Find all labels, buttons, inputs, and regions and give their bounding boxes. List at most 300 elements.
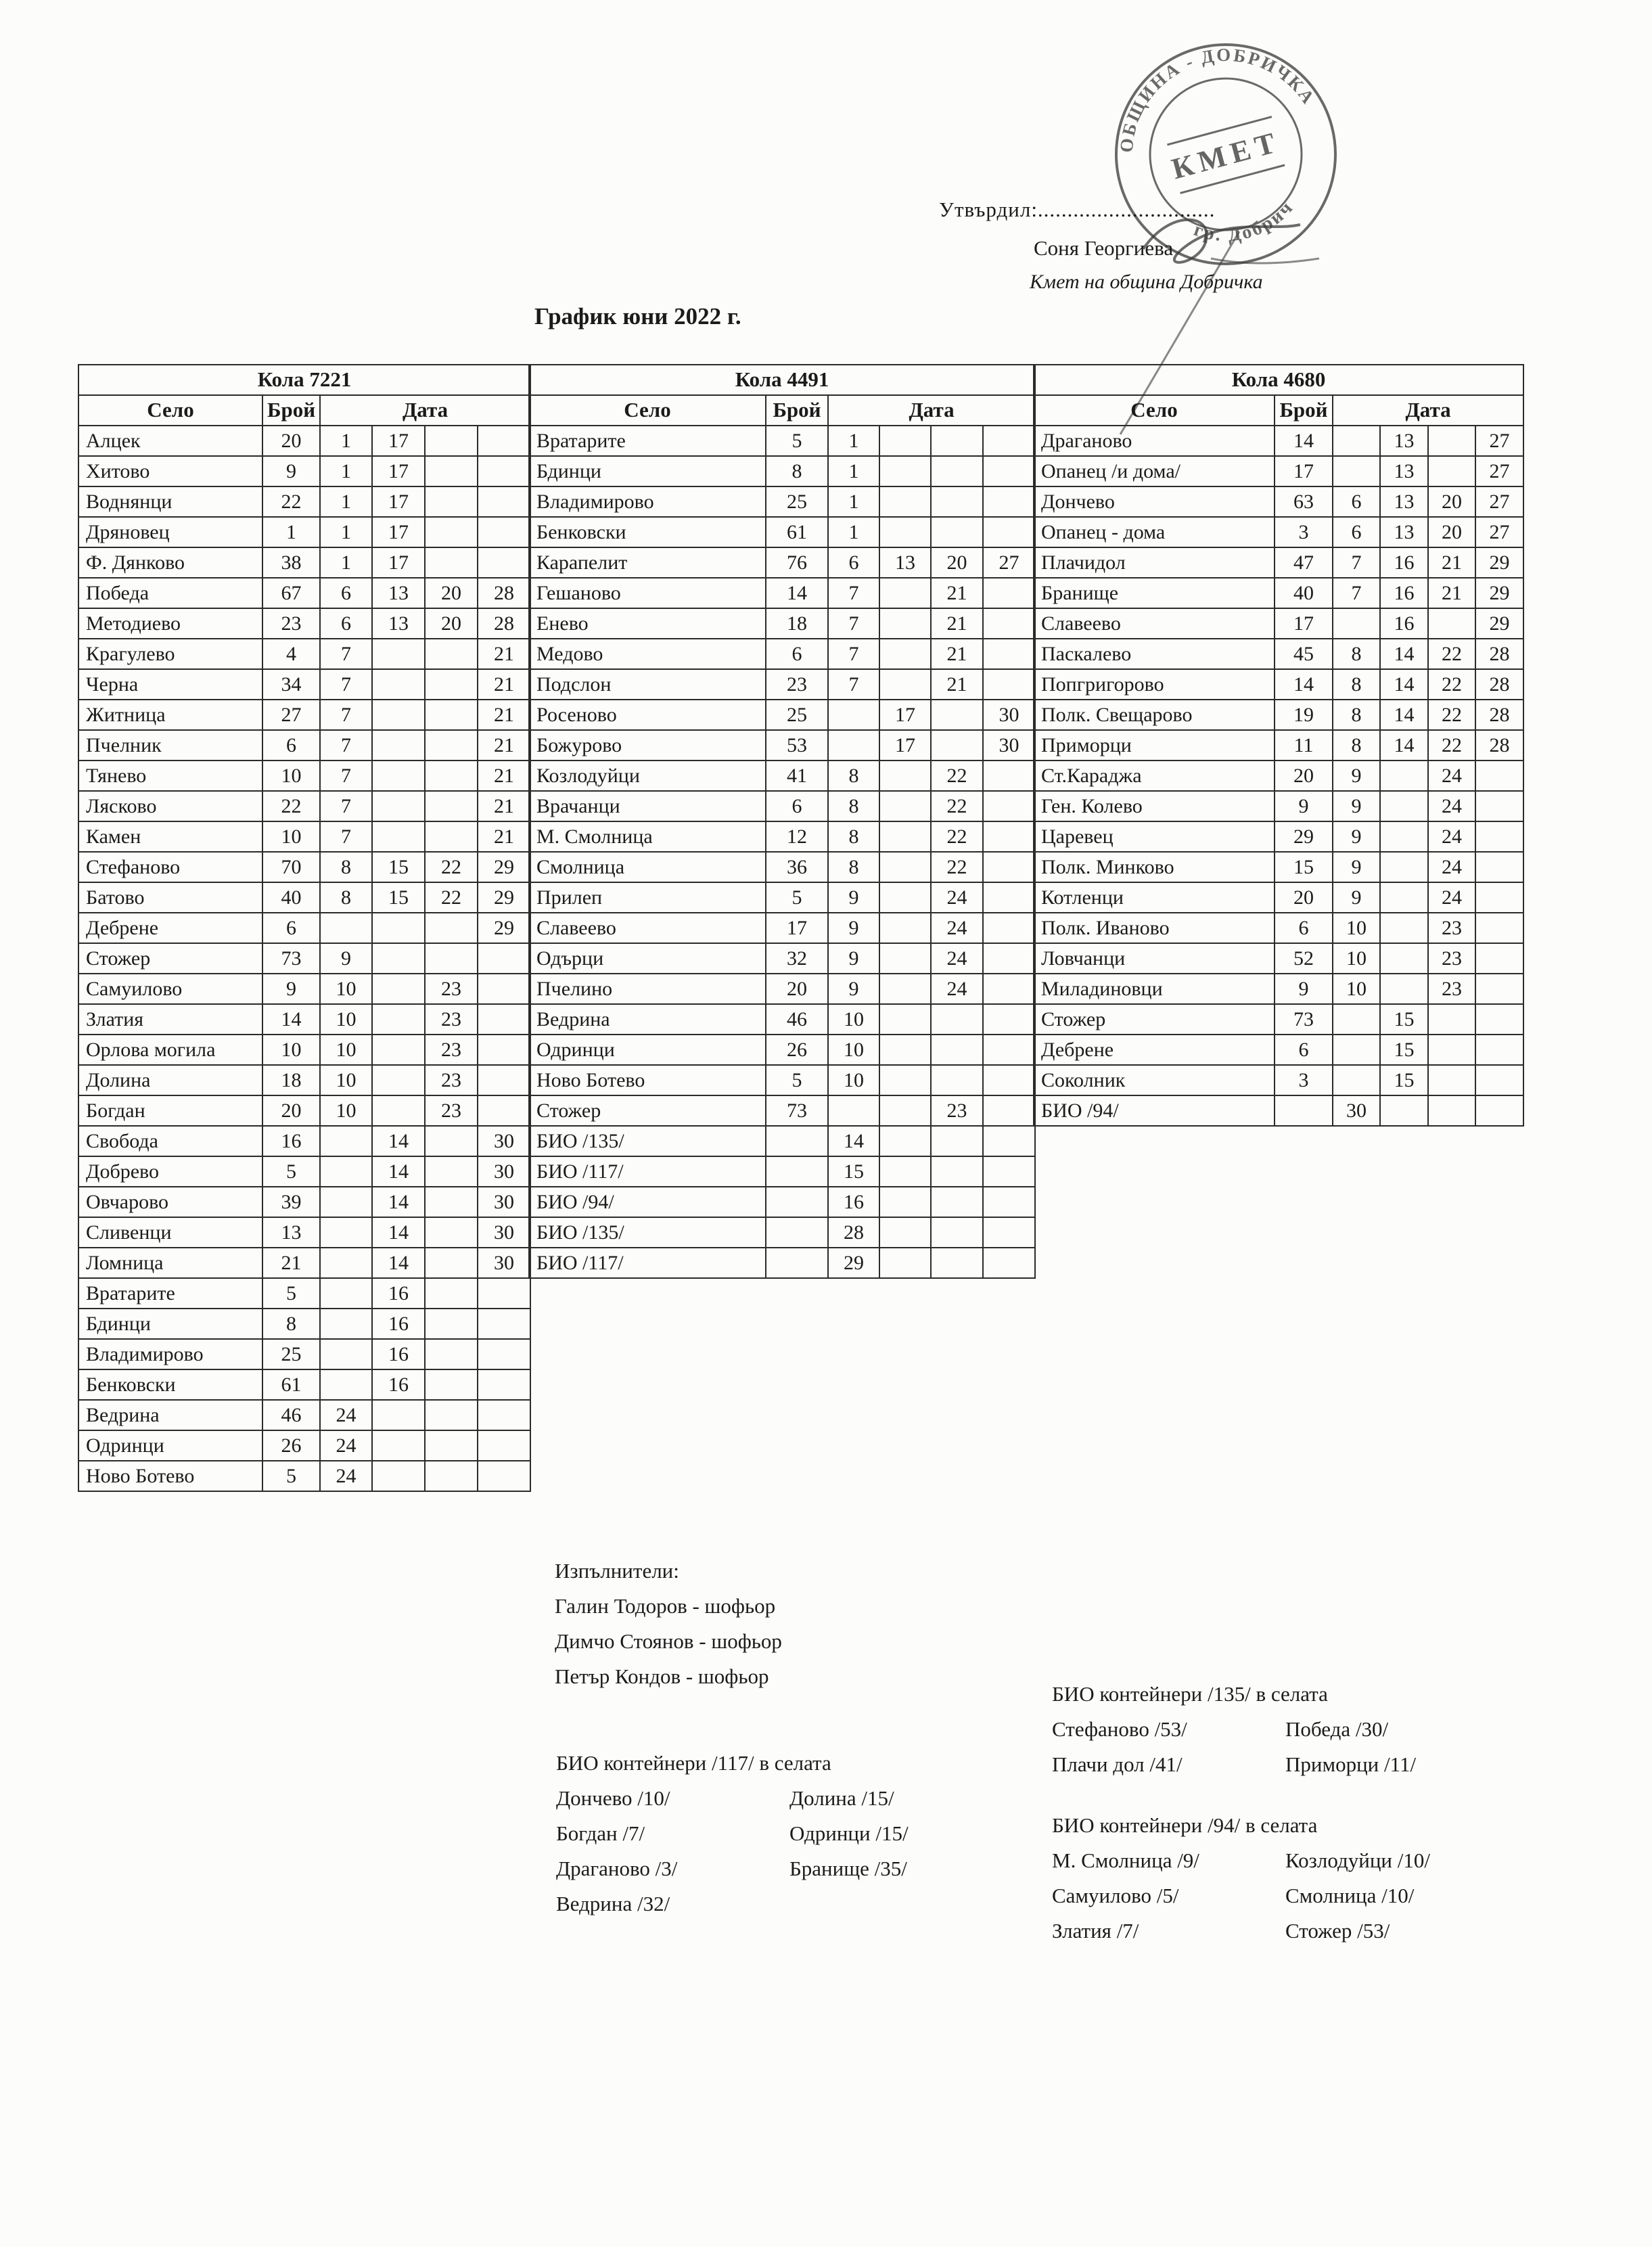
- bio-entry: Бранище /35/: [789, 1857, 907, 1880]
- col-header-date: Дата: [320, 395, 530, 426]
- count-cell: 20: [262, 426, 320, 456]
- bio-135-block: [1052, 1677, 1519, 1782]
- date-cell: 8: [828, 761, 879, 791]
- date-cell: 9: [828, 882, 879, 913]
- date-cell: [879, 517, 931, 547]
- village-cell: Воднянци: [78, 486, 262, 517]
- date-cell: 1: [320, 486, 372, 517]
- table-row: [1034, 486, 1523, 517]
- table-row: [78, 730, 530, 761]
- bio-entry: Стожер /53/: [1285, 1919, 1390, 1943]
- table-row: [78, 1004, 530, 1035]
- table-row: [529, 974, 1035, 1004]
- date-cell: 16: [1380, 547, 1428, 578]
- date-cell: 8: [828, 791, 879, 821]
- date-cell: 23: [1428, 974, 1475, 1004]
- bio-94-title: БИО контейнери /94/ в селата: [1052, 1813, 1318, 1837]
- count-cell: 14: [1275, 669, 1333, 700]
- village-cell: Камен: [78, 821, 262, 852]
- col-header-village: Село: [78, 395, 262, 426]
- count-cell: 8: [766, 456, 828, 486]
- date-cell: [425, 1248, 478, 1278]
- village-cell: Подслон: [529, 669, 766, 700]
- bio-row: [556, 1781, 1023, 1816]
- village-cell: Пчелино: [529, 974, 766, 1004]
- count-cell: [1275, 1095, 1333, 1126]
- village-cell: Крагулево: [78, 639, 262, 669]
- date-cell: [1380, 1095, 1428, 1126]
- date-cell: 9: [1333, 852, 1380, 882]
- count-cell: 6: [766, 639, 828, 669]
- bio-entry: Победа /30/: [1285, 1717, 1389, 1741]
- table-row: [529, 639, 1035, 669]
- date-cell: [879, 1187, 931, 1217]
- count-cell: [766, 1126, 828, 1156]
- col-header-date: Дата: [1333, 395, 1523, 426]
- date-cell: 28: [478, 608, 530, 639]
- count-cell: 18: [766, 608, 828, 639]
- date-cell: 24: [1428, 882, 1475, 913]
- date-cell: 21: [478, 761, 530, 791]
- date-cell: [425, 913, 478, 943]
- table-kola-4680: [1033, 364, 1523, 1127]
- date-cell: [1428, 1065, 1475, 1095]
- date-cell: 23: [425, 1095, 478, 1126]
- bio-entry: Плачи дол /41/: [1052, 1752, 1183, 1776]
- date-cell: [1428, 456, 1475, 486]
- date-cell: [478, 1309, 530, 1339]
- count-cell: 6: [1275, 1035, 1333, 1065]
- date-cell: 13: [372, 578, 425, 608]
- village-cell: Орлова могила: [78, 1035, 262, 1065]
- village-cell: Одърци: [529, 943, 766, 974]
- date-cell: [983, 821, 1035, 852]
- date-cell: 24: [931, 974, 983, 1004]
- date-cell: 14: [372, 1156, 425, 1187]
- count-cell: 61: [262, 1369, 320, 1400]
- date-cell: [1380, 761, 1428, 791]
- date-cell: [983, 1156, 1035, 1187]
- date-cell: [372, 669, 425, 700]
- date-cell: [425, 791, 478, 821]
- page-title: График юни 2022 г.: [534, 303, 741, 330]
- date-cell: 15: [1380, 1065, 1428, 1095]
- date-cell: 21: [931, 639, 983, 669]
- village-cell: Сливенци: [78, 1217, 262, 1248]
- date-cell: [478, 1035, 530, 1065]
- date-cell: 17: [372, 517, 425, 547]
- count-cell: 11: [1275, 730, 1333, 761]
- col-header-count: Брой: [766, 395, 828, 426]
- table-row: [1034, 639, 1523, 669]
- table-row: [529, 1065, 1035, 1095]
- village-cell: Одринци: [529, 1035, 766, 1065]
- village-cell: Пчелник: [78, 730, 262, 761]
- table-row: [78, 761, 530, 791]
- bio-entry: Ведрина /32/: [556, 1892, 670, 1915]
- date-cell: 9: [828, 974, 879, 1004]
- date-cell: 14: [372, 1248, 425, 1278]
- date-cell: [1380, 821, 1428, 852]
- bio-row: [556, 1886, 1023, 1922]
- date-cell: [931, 1065, 983, 1095]
- table-row: [1034, 669, 1523, 700]
- table-row: [78, 791, 530, 821]
- date-cell: 29: [1475, 608, 1523, 639]
- date-cell: [320, 1248, 372, 1278]
- table-row: [1034, 761, 1523, 791]
- date-cell: 29: [478, 913, 530, 943]
- date-cell: [931, 1035, 983, 1065]
- date-cell: 21: [478, 821, 530, 852]
- date-cell: [320, 1278, 372, 1309]
- date-cell: 13: [879, 547, 931, 578]
- village-cell: Златия: [78, 1004, 262, 1035]
- date-cell: [931, 1156, 983, 1187]
- table-row: [78, 578, 530, 608]
- date-cell: 21: [478, 700, 530, 730]
- date-cell: 24: [320, 1400, 372, 1430]
- count-cell: 14: [262, 1004, 320, 1035]
- stamp-ring-top-text: ОБЩИНА - ДОБРИЧКА: [1116, 44, 1320, 154]
- table-row: [78, 547, 530, 578]
- table-row: [78, 700, 530, 730]
- date-cell: [425, 1126, 478, 1156]
- date-cell: [478, 1065, 530, 1095]
- date-cell: 22: [1428, 730, 1475, 761]
- count-cell: 20: [766, 974, 828, 1004]
- bio-entry: Одринци /15/: [789, 1821, 909, 1845]
- stamp-ring-bottom-text: гр. Добрич: [1191, 196, 1298, 246]
- table-row: [529, 1187, 1035, 1217]
- date-cell: 21: [478, 639, 530, 669]
- village-cell: Ст.Караджа: [1034, 761, 1275, 791]
- village-cell: Ф. Дянково: [78, 547, 262, 578]
- bio-entry: Драганово /3/: [556, 1857, 678, 1880]
- date-cell: [478, 517, 530, 547]
- village-cell: Полк. Минково: [1034, 852, 1275, 882]
- date-cell: 10: [828, 1065, 879, 1095]
- date-cell: 27: [1475, 517, 1523, 547]
- village-cell: Миладиновци: [1034, 974, 1275, 1004]
- village-cell: Козлодуйци: [529, 761, 766, 791]
- table-row: [1034, 1065, 1523, 1095]
- date-cell: [1475, 943, 1523, 974]
- village-cell: Ломница: [78, 1248, 262, 1278]
- count-cell: 29: [1275, 821, 1333, 852]
- approver-name: Соня Георгиева: [1034, 236, 1174, 260]
- village-cell: Добрево: [78, 1156, 262, 1187]
- village-cell: Тянево: [78, 761, 262, 791]
- table-row: [529, 882, 1035, 913]
- date-cell: [425, 1369, 478, 1400]
- date-cell: 28: [1475, 639, 1523, 669]
- village-cell: Медово: [529, 639, 766, 669]
- village-cell: БИО /94/: [1034, 1095, 1275, 1126]
- date-cell: [983, 1065, 1035, 1095]
- village-cell: Стефаново: [78, 852, 262, 882]
- col-header-count: Брой: [1275, 395, 1333, 426]
- date-cell: 7: [828, 578, 879, 608]
- table-row: [78, 974, 530, 1004]
- village-cell: Житница: [78, 700, 262, 730]
- table-row: [78, 1278, 530, 1309]
- date-cell: [983, 943, 1035, 974]
- date-cell: 7: [320, 730, 372, 761]
- date-cell: [372, 761, 425, 791]
- village-cell: Опанец - дома: [1034, 517, 1275, 547]
- count-cell: 63: [1275, 486, 1333, 517]
- village-cell: Врачанци: [529, 791, 766, 821]
- count-cell: 14: [1275, 426, 1333, 456]
- date-cell: 28: [828, 1217, 879, 1248]
- village-cell: Хитово: [78, 456, 262, 486]
- date-cell: [879, 852, 931, 882]
- approval-label: Утвърдил:..............................: [939, 198, 1216, 221]
- table-row: [78, 1461, 530, 1491]
- text-line: Димчо Стоянов - шофьор: [555, 1629, 782, 1653]
- count-cell: 21: [262, 1248, 320, 1278]
- date-cell: [931, 1217, 983, 1248]
- date-cell: 8: [320, 852, 372, 882]
- village-cell: Славеево: [1034, 608, 1275, 639]
- bio-entry: Дончево /10/: [556, 1786, 670, 1810]
- date-cell: [372, 1095, 425, 1126]
- date-cell: 14: [1380, 639, 1428, 669]
- date-cell: [425, 486, 478, 517]
- village-cell: Гешаново: [529, 578, 766, 608]
- count-cell: [766, 1187, 828, 1217]
- date-cell: 8: [1333, 700, 1380, 730]
- count-cell: 67: [262, 578, 320, 608]
- date-cell: 22: [1428, 639, 1475, 669]
- date-cell: 14: [372, 1126, 425, 1156]
- count-cell: 25: [766, 700, 828, 730]
- count-cell: 46: [766, 1004, 828, 1035]
- date-cell: 1: [828, 426, 879, 456]
- date-cell: [1380, 974, 1428, 1004]
- date-cell: [1475, 1035, 1523, 1065]
- count-cell: 19: [1275, 700, 1333, 730]
- date-cell: [372, 1004, 425, 1035]
- table-row: [529, 943, 1035, 974]
- table-row: [529, 821, 1035, 852]
- date-cell: [1333, 608, 1380, 639]
- date-cell: 23: [1428, 943, 1475, 974]
- date-cell: 30: [983, 730, 1035, 761]
- table-title: Кола 4491: [529, 365, 1035, 395]
- bio-117-block: [556, 1746, 1023, 1922]
- count-cell: 47: [1275, 547, 1333, 578]
- count-cell: 16: [262, 1126, 320, 1156]
- date-cell: [931, 486, 983, 517]
- village-cell: Дряновец: [78, 517, 262, 547]
- date-cell: 14: [372, 1217, 425, 1248]
- date-cell: 1: [828, 456, 879, 486]
- date-cell: 7: [1333, 578, 1380, 608]
- date-cell: [931, 426, 983, 456]
- date-cell: [983, 791, 1035, 821]
- date-cell: 16: [372, 1309, 425, 1339]
- executors-title: Изпълнители:: [555, 1559, 679, 1583]
- count-cell: 32: [766, 943, 828, 974]
- village-cell: Драганово: [1034, 426, 1275, 456]
- stamp-center-text: КМЕТ: [1168, 124, 1285, 186]
- date-cell: [879, 1217, 931, 1248]
- date-cell: 23: [425, 1004, 478, 1035]
- table-row: [529, 1248, 1035, 1278]
- date-cell: 7: [320, 791, 372, 821]
- date-cell: [425, 1217, 478, 1248]
- count-cell: 15: [1275, 852, 1333, 882]
- date-cell: 24: [931, 913, 983, 943]
- date-cell: [931, 1004, 983, 1035]
- date-cell: [425, 1278, 478, 1309]
- village-cell: Свобода: [78, 1126, 262, 1156]
- date-cell: [1475, 882, 1523, 913]
- bio-117-list: [556, 1781, 1023, 1922]
- count-cell: 10: [262, 761, 320, 791]
- date-cell: 1: [320, 456, 372, 486]
- date-cell: 9: [1333, 761, 1380, 791]
- date-cell: 20: [425, 608, 478, 639]
- table-row: [78, 1065, 530, 1095]
- count-cell: 8: [262, 1309, 320, 1339]
- count-cell: 45: [1275, 639, 1333, 669]
- date-cell: [478, 974, 530, 1004]
- table-row: [78, 1369, 530, 1400]
- date-cell: [1380, 913, 1428, 943]
- date-cell: [372, 1065, 425, 1095]
- table-row: [78, 852, 530, 882]
- count-cell: 61: [766, 517, 828, 547]
- date-cell: 15: [1380, 1004, 1428, 1035]
- date-cell: 10: [1333, 943, 1380, 974]
- date-cell: [931, 456, 983, 486]
- date-cell: [425, 1339, 478, 1369]
- date-cell: 20: [1428, 486, 1475, 517]
- village-cell: БИО /135/: [529, 1217, 766, 1248]
- date-cell: 24: [320, 1430, 372, 1461]
- date-cell: [879, 639, 931, 669]
- date-cell: [425, 1309, 478, 1339]
- village-cell: Дебрене: [1034, 1035, 1275, 1065]
- village-cell: Стожер: [78, 943, 262, 974]
- count-cell: 9: [262, 974, 320, 1004]
- count-cell: 22: [262, 791, 320, 821]
- date-cell: [983, 974, 1035, 1004]
- date-cell: 7: [828, 669, 879, 700]
- date-cell: 22: [931, 761, 983, 791]
- date-cell: 22: [931, 852, 983, 882]
- count-cell: 26: [766, 1035, 828, 1065]
- table-row: [529, 700, 1035, 730]
- date-cell: [1428, 1004, 1475, 1035]
- table-row: [529, 791, 1035, 821]
- date-cell: 1: [320, 547, 372, 578]
- date-cell: [478, 547, 530, 578]
- date-cell: [983, 1217, 1035, 1248]
- date-cell: [372, 1400, 425, 1430]
- date-cell: 24: [931, 882, 983, 913]
- date-cell: [879, 1035, 931, 1065]
- village-cell: Овчарово: [78, 1187, 262, 1217]
- text-line: Петър Кондов - шофьор: [555, 1664, 769, 1688]
- date-cell: [983, 852, 1035, 882]
- date-cell: 10: [1333, 974, 1380, 1004]
- bio-135-list: [1052, 1712, 1519, 1782]
- date-cell: [1333, 426, 1380, 456]
- table-row: [78, 1095, 530, 1126]
- date-cell: [879, 913, 931, 943]
- village-cell: Стожер: [1034, 1004, 1275, 1035]
- table-row: [1034, 700, 1523, 730]
- date-cell: [931, 700, 983, 730]
- date-cell: [828, 730, 879, 761]
- date-cell: 16: [828, 1187, 879, 1217]
- date-cell: [1428, 1095, 1475, 1126]
- bio-entry: Долина /15/: [789, 1786, 894, 1810]
- date-cell: 6: [828, 547, 879, 578]
- date-cell: [478, 1400, 530, 1430]
- count-cell: 27: [262, 700, 320, 730]
- date-cell: 28: [1475, 730, 1523, 761]
- date-cell: 21: [1428, 578, 1475, 608]
- date-cell: [879, 486, 931, 517]
- table-row: [78, 943, 530, 974]
- village-cell: Ген. Колево: [1034, 791, 1275, 821]
- table-row: [1034, 730, 1523, 761]
- date-cell: [372, 700, 425, 730]
- date-cell: [478, 486, 530, 517]
- date-cell: 22: [931, 821, 983, 852]
- date-cell: 17: [372, 547, 425, 578]
- date-cell: [879, 456, 931, 486]
- date-cell: 21: [1428, 547, 1475, 578]
- count-cell: 52: [1275, 943, 1333, 974]
- table-row: [529, 608, 1035, 639]
- date-cell: 21: [478, 669, 530, 700]
- date-cell: [372, 1035, 425, 1065]
- village-cell: Смолница: [529, 852, 766, 882]
- date-cell: [478, 456, 530, 486]
- date-cell: [983, 913, 1035, 943]
- date-cell: [931, 1248, 983, 1278]
- date-cell: [478, 943, 530, 974]
- table-row: [78, 1430, 530, 1461]
- count-cell: 5: [262, 1461, 320, 1491]
- count-cell: 26: [262, 1430, 320, 1461]
- date-cell: 13: [1380, 486, 1428, 517]
- village-cell: Вратарите: [78, 1278, 262, 1309]
- date-cell: 27: [1475, 426, 1523, 456]
- date-cell: [1475, 913, 1523, 943]
- table-row: [78, 1400, 530, 1430]
- count-cell: 20: [1275, 761, 1333, 791]
- count-cell: 40: [262, 882, 320, 913]
- date-cell: 22: [425, 852, 478, 882]
- date-cell: 15: [1380, 1035, 1428, 1065]
- bio-117-title: БИО контейнери /117/ в селата: [556, 1751, 831, 1775]
- village-cell: Владимирово: [78, 1339, 262, 1369]
- date-cell: 7: [828, 608, 879, 639]
- count-cell: 13: [262, 1217, 320, 1248]
- table-row: [1034, 943, 1523, 974]
- bio-row: [1052, 1843, 1519, 1878]
- table-row: [1034, 791, 1523, 821]
- date-cell: [1333, 456, 1380, 486]
- date-cell: 28: [478, 578, 530, 608]
